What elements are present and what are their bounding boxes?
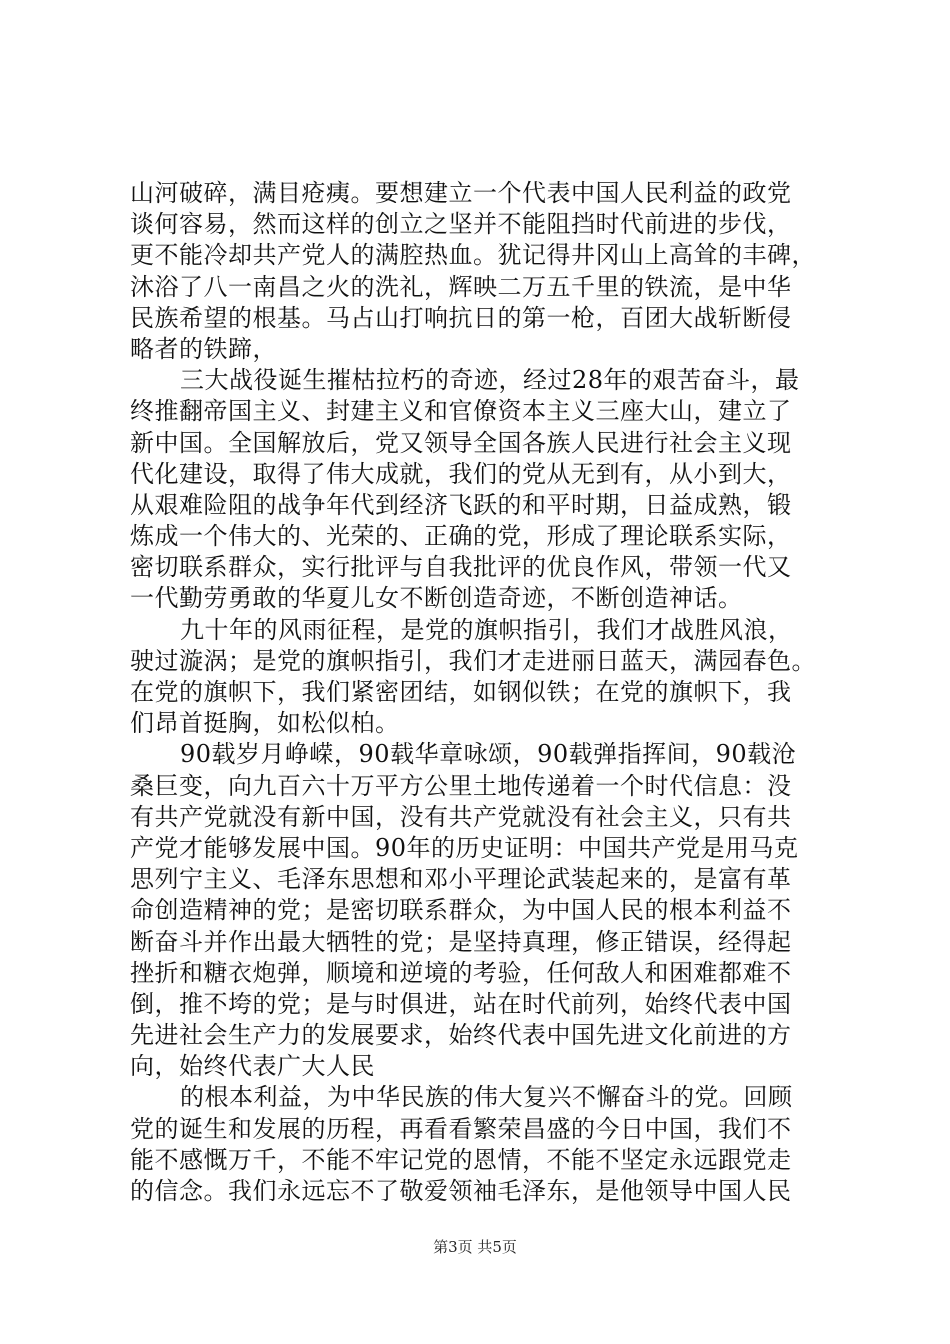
- text-line: 炼成一个伟大的、光荣的、正确的党，形成了理论联系实际，: [130, 522, 792, 551]
- text-line: 更不能冷却共产党人的满腔热血。犹记得井冈山上高耸的丰碑，: [130, 241, 816, 270]
- text-line: 在党的旗帜下，我们紧密团结，如钢似铁；在党的旗帜下，我: [130, 678, 792, 706]
- text-line: 密切联系群众，实行批评与自我批评的优良作风，带领一代又: [130, 553, 792, 582]
- text-line: 先进社会生产力的发展要求，始终代表中国先进文化前进的方: [130, 1021, 792, 1050]
- paragraph-first-line: 90载岁月峥嵘，90载华章咏颂，90载弹指挥间，90载沧: [180, 740, 797, 769]
- text-line: 民族希望的根基。马占山打响抗日的第一枪，百团大战斩断侵: [130, 303, 792, 332]
- text-line: 产党才能够发展中国。90年的历史证明：中国共产党是用马克: [130, 833, 799, 862]
- text-line: 们昂首挺胸，如松似柏。: [130, 709, 400, 738]
- text-line: 思列宁主义、毛泽东思想和邓小平理论武装起来的，是富有革: [130, 865, 792, 894]
- paragraph-first-line: 三大战役诞生摧枯拉朽的奇迹，经过28年的艰苦奋斗，最: [180, 366, 800, 395]
- text-line: 的信念。我们永远忘不了敬爱领袖毛泽东，是他领导中国人民: [130, 1177, 792, 1205]
- text-line: 山河破碎，满目疮痍。要想建立一个代表中国人民利益的政党: [130, 179, 792, 207]
- text-line: 有共产党就没有新中国，没有共产党就没有社会主义，只有共: [130, 802, 792, 831]
- page-number: 第3页 共5页: [433, 1238, 517, 1256]
- paragraph-first-line: 九十年的风雨征程，是党的旗帜指引，我们才战胜风浪，: [180, 615, 793, 644]
- text-line: 桑巨变，向九百六十万平方公里土地传递着一个时代信息：没: [130, 771, 792, 800]
- text-line: 命创造精神的党；是密切联系群众，为中国人民的根本利益不: [130, 896, 792, 925]
- text-line: 挫折和糖衣炮弹，顺境和逆境的考验，任何敌人和困难都难不: [130, 958, 792, 987]
- text-line: 驶过漩涡；是党的旗帜指引，我们才走进丽日蓝天，满园春色。: [130, 646, 816, 675]
- body-text: [130, 178, 840, 1207]
- text-line: 倒，推不垮的党；是与时俱进，站在时代前列，始终代表中国: [130, 989, 792, 1018]
- text-line: 从艰难险阻的战争年代到经济飞跃的和平时期，日益成熟，锻: [130, 490, 792, 519]
- text-line: 略者的铁蹄，: [130, 334, 277, 363]
- text-line: 一代勤劳勇敢的华夏儿女不断创造奇迹，不断创造神话。: [130, 584, 743, 613]
- text-line: 断奋斗并作出最大牺牲的党；是坚持真理，修正错误，经得起: [130, 927, 792, 956]
- page-footer: [0, 1237, 950, 1257]
- text-line: 新中国。全国解放后，党又领导全国各族人民进行社会主义现: [130, 428, 792, 457]
- text-line: 党的诞生和发展的历程，再看看繁荣昌盛的今日中国，我们不: [130, 1114, 792, 1143]
- text-line: 沐浴了八一南昌之火的洗礼，辉映二万五千里的铁流，是中华: [130, 272, 792, 301]
- text-line: 谈何容易，然而这样的创立之坚并不能阻挡时代前进的步伐，: [130, 210, 792, 239]
- text-line: 能不感慨万千，不能不牢记党的恩情，不能不坚定永远跟党走: [130, 1145, 792, 1174]
- text-line: 终推翻帝国主义、封建主义和官僚资本主义三座大山，建立了: [130, 397, 792, 426]
- paragraph-first-line: 的根本利益，为中华民族的伟大复兴不懈奋斗的党。回顾: [180, 1083, 793, 1112]
- text-line: 代化建设，取得了伟大成就，我们的党从无到有，从小到大，: [130, 459, 792, 488]
- text-line: 向，始终代表广大人民: [130, 1052, 375, 1081]
